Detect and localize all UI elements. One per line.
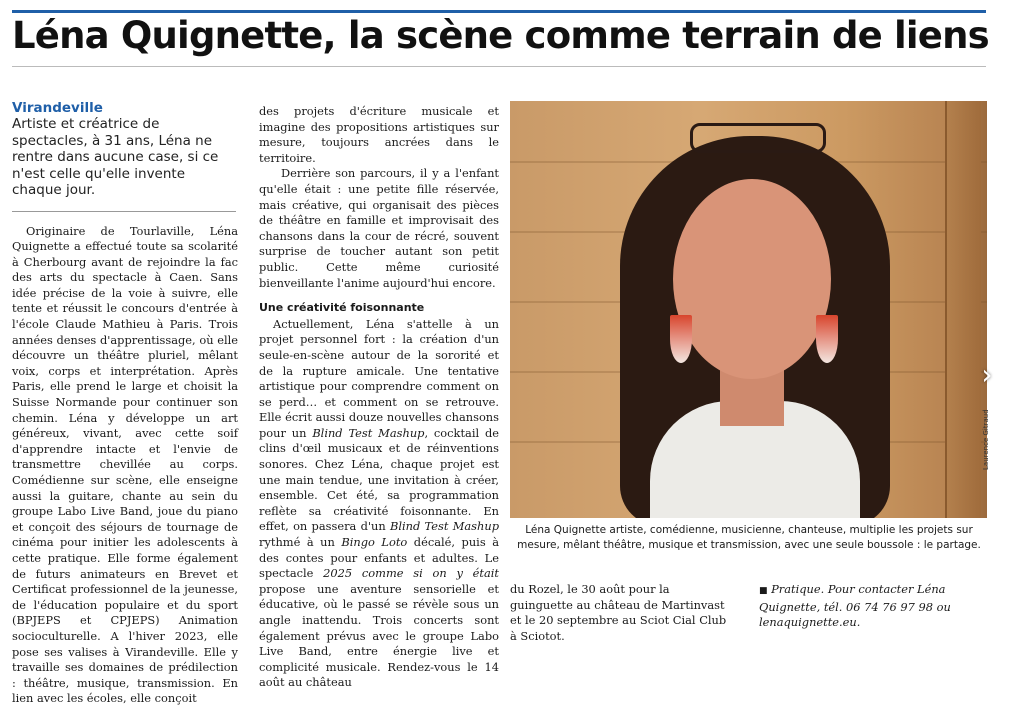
top-accent-bar	[12, 10, 986, 13]
photo-credit: Laurence Gitraud	[982, 409, 990, 470]
intro-paragraph: Artiste et créatrice de spectacles, à 31 ans, Léna ne rentre dans aucune case, si ce n'est celle qu'elle invente chaque jour.	[12, 116, 219, 198]
headline-rule	[12, 66, 986, 67]
intro-divider	[12, 211, 236, 212]
portrait-photo	[510, 101, 987, 518]
earring-left-icon	[670, 315, 692, 363]
earring-right-icon	[816, 315, 838, 363]
headline: Léna Quignette, la scène comme terrain de liens	[12, 14, 989, 57]
article-column-3: du Rozel, le 30 août pour la guinguette au château de Martinvast et le 20 septembre au Sciot Cial Club à Sciotot.	[510, 582, 727, 643]
body-paragraph-3: Derrière son parcours, il y a l'enfant qu'elle était : une petite fille réservée, mais créative, qui organisait des pièces de théâtre en famille et improvisait des chansons dans la cour de récré, souvent surprise de toucher autant son petit public. Cette même curiosité bienveillante l'anime aujourd'hui encore.	[259, 166, 499, 290]
next-arrow-icon[interactable]: ›	[981, 358, 993, 391]
article-column-2	[259, 104, 499, 691]
body-paragraph-4: Actuellement, Léna s'attelle à un projet personnel fort : la création d'un seule-en-scène autour de la sororité et de la rupture amicale. Une tentative artistique pour comprendre comment on se perd… et comment on se retrouve. Elle écrit aussi douze nouvelles chansons pour un Blind Test Mashup, cocktail de clins d'œil musicaux et de réinventions sonores. Chez Léna, chaque projet est une main tendue, une invitation à créer, ensemble. Cet été, sa programmation reflète sa créativité foisonnante. En effet, on passera d'un Blind Test Mashup rythmé à un Bingo Loto décalé, puis à des contes pour enfants et adultes. Le spectacle 2025 comme si on y était propose une aventure sensorielle et éducative, où le passé se révèle sous un angle inattendu. Trois concerts sont également prévus avec le groupe Labo Live Band, entre énergie live et complicité musicale. Rendez-vous le 14 août au château	[259, 316, 499, 690]
article-column-1	[12, 100, 238, 707]
body-paragraph-1: Originaire de Tourlaville, Léna Quignette a effectué toute sa scolarité à Cherbourg avant de rejoindre la fac des arts du spectacle à Caen. Sans idée précise de la voie à suivre, elle tente et réussit le concours d'entrée à l'école Claude Mathieu à Paris. Trois années denses d'apprentissage, où elle découvre un théâtre pluriel, mêlant voix, corps et interprétation. Après Paris, elle prend le large et choisit la Suisse Normande pour continuer son chemin. Léna y développe un art généreux, vivant, avec cette soif d'apprendre intacte et l'envie de transmettre chevillée au corps. Comédienne sur scène, elle enseigne aussi la guitare, chante au sein du groupe Labo Live Band, joue du piano et conçoit des séjours de tournage de cinéma pour initier les adolescents à cette pratique. Elle forme également de futurs animateurs en Brevet et Certificat professionnel de la jeunesse, de l'éducation populaire et du sport (BPJEPS et CPJEPS) Animation socioculturelle. A l'hiver 2023, elle pose ses valises à Virandeville. Elle y travaille ses domaines de prédilection : théâtre, musique, transmission. En lien avec les écoles, elle conçoit	[12, 223, 238, 706]
body-paragraph-2: des projets d'écriture musicale et imagine des propositions artistiques sur mesure, toujours ancrées dans le territoire.	[259, 104, 499, 165]
location-label: Virandeville	[12, 100, 103, 116]
face	[673, 179, 831, 379]
practical-info: ■ Pratique. Pour contacter Léna Quignette, tél. 06 74 76 97 98 ou lenaquignette.eu.	[759, 582, 951, 630]
subheading: Une créativité foisonnante	[259, 301, 425, 315]
sunglasses-icon	[690, 123, 826, 153]
photo-caption: Léna Quignette artiste, comédienne, musicienne, chanteuse, multiplie les projets sur mesure, mêlant théâtre, musique et transmission, avec une seule boussole : le partage.	[517, 524, 981, 551]
door-frame	[945, 101, 981, 518]
square-bullet-icon: ■	[759, 586, 768, 596]
